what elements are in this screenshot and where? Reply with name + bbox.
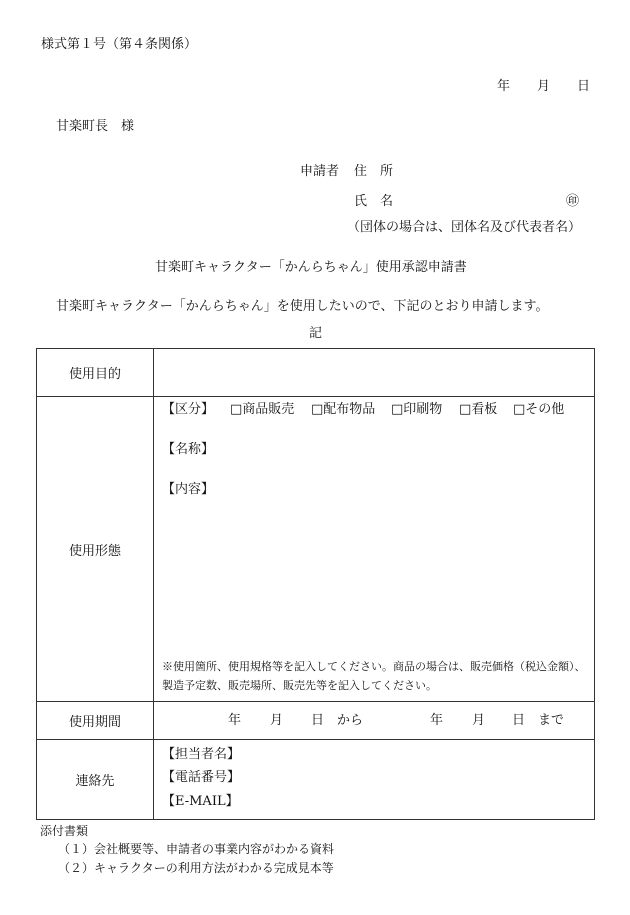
usage-note: ※使用箇所、使用規格等を記入してください。商品の場合は、販売価格（税込金額）、製造予定数、販売場所、販売先等を記入してください。: [162, 660, 586, 692]
contact-label: 連絡先: [37, 740, 154, 820]
addressee: 甘楽町長 様: [56, 119, 135, 134]
form-number: 様式第１号（第４条関係）: [41, 37, 198, 52]
seal-mark: ㊞: [566, 194, 580, 209]
contact-person-label[interactable]: 【担当者名】: [162, 747, 241, 762]
row-usage-form: [37, 397, 595, 702]
applicant-note: （団体の場合は、団体名及び代表者名）: [347, 220, 582, 235]
attachment-item: （１）会社概要等、申請者の事業内容がわかる資料: [58, 842, 335, 856]
address-label: 住 所: [354, 164, 394, 179]
applicant-label: 申請者: [300, 164, 340, 179]
date-year: 年: [497, 79, 511, 94]
period-from-suffix: から: [337, 713, 364, 728]
period-to-year: 年: [430, 713, 444, 728]
ki-marker: 記: [309, 326, 323, 341]
name-field-label: 【名称】: [162, 442, 215, 457]
row-period: [37, 702, 595, 740]
contact-email-label[interactable]: 【E-MAIL】: [162, 794, 239, 809]
intro-text: 甘楽町キャラクター「かんらちゃん」を使用したいので、下記のとおり申請します。: [56, 299, 549, 314]
document-title: 甘楽町キャラクター「かんらちゃん」使用承認申請書: [155, 260, 467, 275]
purpose-field[interactable]: [154, 349, 595, 397]
period-field[interactable]: [154, 702, 595, 740]
period-to-month: 月: [472, 713, 486, 728]
period-to-suffix: まで: [538, 713, 565, 728]
usage-form-field: [154, 397, 595, 702]
period-label: 使用期間: [37, 702, 154, 740]
option-distribution-items[interactable]: □配布物品: [311, 402, 376, 417]
application-table: [36, 348, 595, 820]
option-other[interactable]: □その他: [513, 402, 565, 417]
contact-field: [154, 740, 595, 820]
attachment-item: （２）キャラクターの利用方法がわかる完成見本等: [58, 861, 334, 875]
option-signboard[interactable]: □看板: [459, 402, 498, 417]
category-label: 【区分】: [162, 402, 215, 417]
contact-phone-label[interactable]: 【電話番号】: [162, 770, 241, 785]
name-label: 氏 名: [354, 194, 394, 209]
usage-form-label: 使用形態: [37, 397, 154, 702]
purpose-label: 使用目的: [37, 349, 154, 397]
date-month: 月: [537, 79, 551, 94]
period-from-year: 年: [228, 713, 242, 728]
option-printed-matter[interactable]: □印刷物: [391, 402, 443, 417]
row-purpose: [37, 349, 595, 397]
period-to-day: 日: [512, 713, 526, 728]
period-from-month: 月: [270, 713, 284, 728]
period-from-day: 日: [311, 713, 325, 728]
option-product-sales[interactable]: □商品販売: [230, 402, 295, 417]
date-day: 日: [577, 79, 591, 94]
row-contact: [37, 740, 595, 820]
content-field-label: 【内容】: [162, 482, 215, 497]
attachments-title: 添付書類: [40, 824, 89, 838]
